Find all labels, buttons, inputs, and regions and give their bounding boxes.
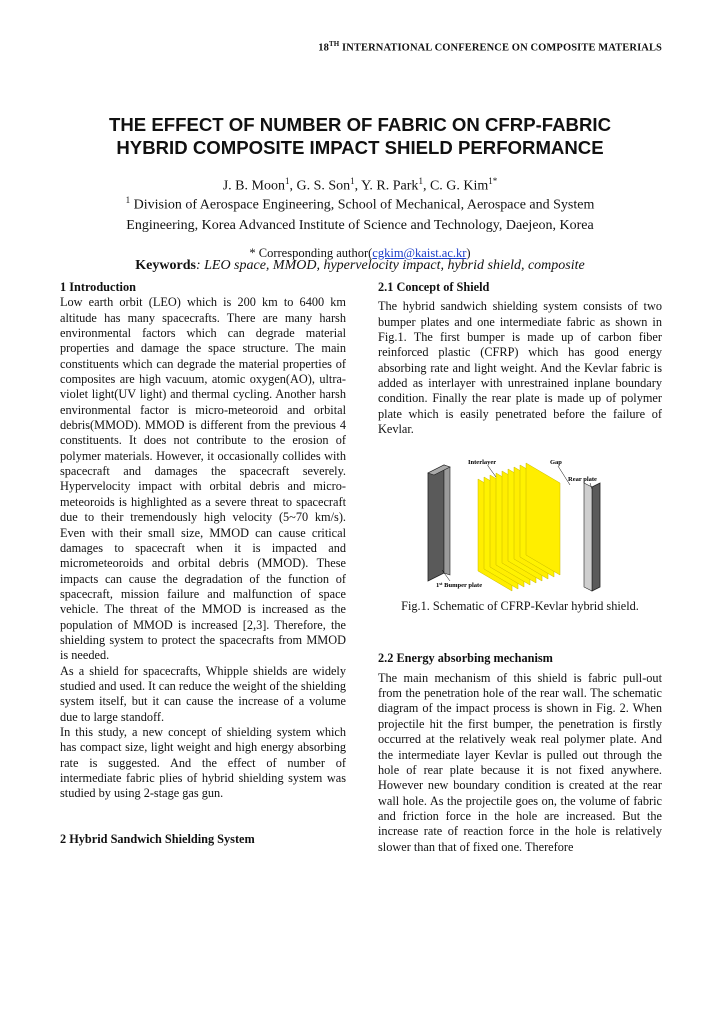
concept-paragraph: The hybrid sandwich shielding system consists of two bumper plates and one intermediate fabric as shown in Fig.1. The first bumper is made up of carbon fiber reinforced plastic (CFRP) which has good energy absorbing rate and light weight. And the Kevlar fabric is added as interlayer with unrestrained inplane boundary condition. Finally the rear plate is made up of polymer plate which is easily penetrated before the failure of Kevlar. [378,299,662,437]
rear-plate-face [584,483,592,591]
intro-paragraph-1: Low earth orbit (LEO) which is 200 km to 6400 km altitude has many spacecrafts. There are many harsh environmental factors which can degrade material properties and damage the space structure. The main constituents which can degrade the material properties of composites are high vacuum, atomic oxygen(AO), ultra-violet light(UV light) and thermal cycling. Another harsh environmental factor is micro-meteoroid and orbital debris(MMOD). MMOD is different from the previous 4 constituents. It does not contribute to the erosion of polymer materials. However, it occasionally collides with spacecraft and damages the spacecraft severely. Hypervelocity impact with orbital debris and micro-meteoroids is highlighted as a severe threat to spacecraft due to their tremendously high velocity (5~70 km/s). Even with their small size, MMOD can cause critical damages to spacecraft when it is impacted and micrometeoroids and orbital debris (MMOD). These impacts can cause the degradation of the function of spacecraft, mission failure and malfunction of space vehicle. The threat of the MMOD is increased as the population of MMOD is increased [2,3]. Therefore, the shielding system to protect the spacecrafts from MMOD is needed. [60,295,346,663]
energy-paragraph: The main mechanism of this shield is fabric pull-out from the penetration hole of the rear wall. The schematic diagram of the impact process is shown in Fig. 2. When projectile hit the first bumper, the penetration is firstly occurred at the relatively weak real polymer plate. And the intermediate layer Kevlar is pulled out through the hole of rear plate because it is not fixed anywhere. However new boundary condition is created at the rear wall hole. As the projectile goes on, the volume of fabric and friction force in the hole are increased. But the increase rate of reaction force in the hole is relatively slower than that of fixed one. Therefore [378,670,662,854]
kevlar-fabric-plies [478,463,560,591]
figure-1-schematic [420,455,630,595]
author-email-link[interactable]: cgkim@kaist.ac.kr [372,246,467,260]
figure-1-caption: Fig.1. Schematic of CFRP-Kevlar hybrid shield. [401,599,639,613]
first-bumper-plate [428,465,444,581]
interlayer-label: Interlayer [468,459,497,466]
conference-header: 18TH INTERNATIONAL CONFERENCE ON COMPOSITE MATERIALS [318,40,662,54]
affiliation: $^1$ Division of Aerospace Engineering, School of Mechanical, Aerospace and System Engineering, Korea Advanced Institute of Science and Technology, Daejeon, Korea [125,195,595,233]
first-bumper-edge [444,465,450,575]
section-heading-introduction: 1 Introduction [60,280,136,294]
left-column [60,280,346,847]
section-heading-hybrid-system: 2 Hybrid Sandwich Shielding System [60,831,255,846]
title-line-1: THE EFFECT OF NUMBER OF FABRIC ON CFRP-FABRIC [108,114,611,135]
rear-plate [592,483,600,591]
intro-paragraph-3: In this study, a new concept of shielding system which has compact size, light weight and high energy absorbing rate is suggested. And the effect of number of intermediate fabric plies of hybrid shielding system was studied by using 2-stage gas gun. [60,724,346,801]
corresponding-author: * Corresponding author(cgkim@kaist.ac.kr) [249,246,471,260]
intro-paragraph-2: As a shield for spacecrafts, Whipple shields are widely studied and used. It can reduce the weight of the shielding system itself, but it can cause the increase of a volume due to large standoff. [60,663,346,724]
bumper-plate-label: 1st Bumper plate [436,581,483,589]
keywords: Keywords: LEO space, MMOD, hypervelocity impact, hybrid shield, composite [135,258,585,273]
gap-label: Gap [550,459,562,466]
hybrid-shield-diagram [420,455,630,595]
author-list: J. B. Moon$^1$, G. S. Son$^1$, Y. R. Park$^1$, C. G. Kim$^{1*}$ [222,176,498,194]
section-heading-concept: 2.1 Concept of Shield [378,280,490,294]
section-heading-energy: 2.2 Energy absorbing mechanism [378,651,553,666]
title-line-2: HYBRID COMPOSITE IMPACT SHIELD PERFORMANCE [116,137,604,158]
paper-title [60,113,660,159]
rear-plate-label: Rear plate [568,476,597,483]
